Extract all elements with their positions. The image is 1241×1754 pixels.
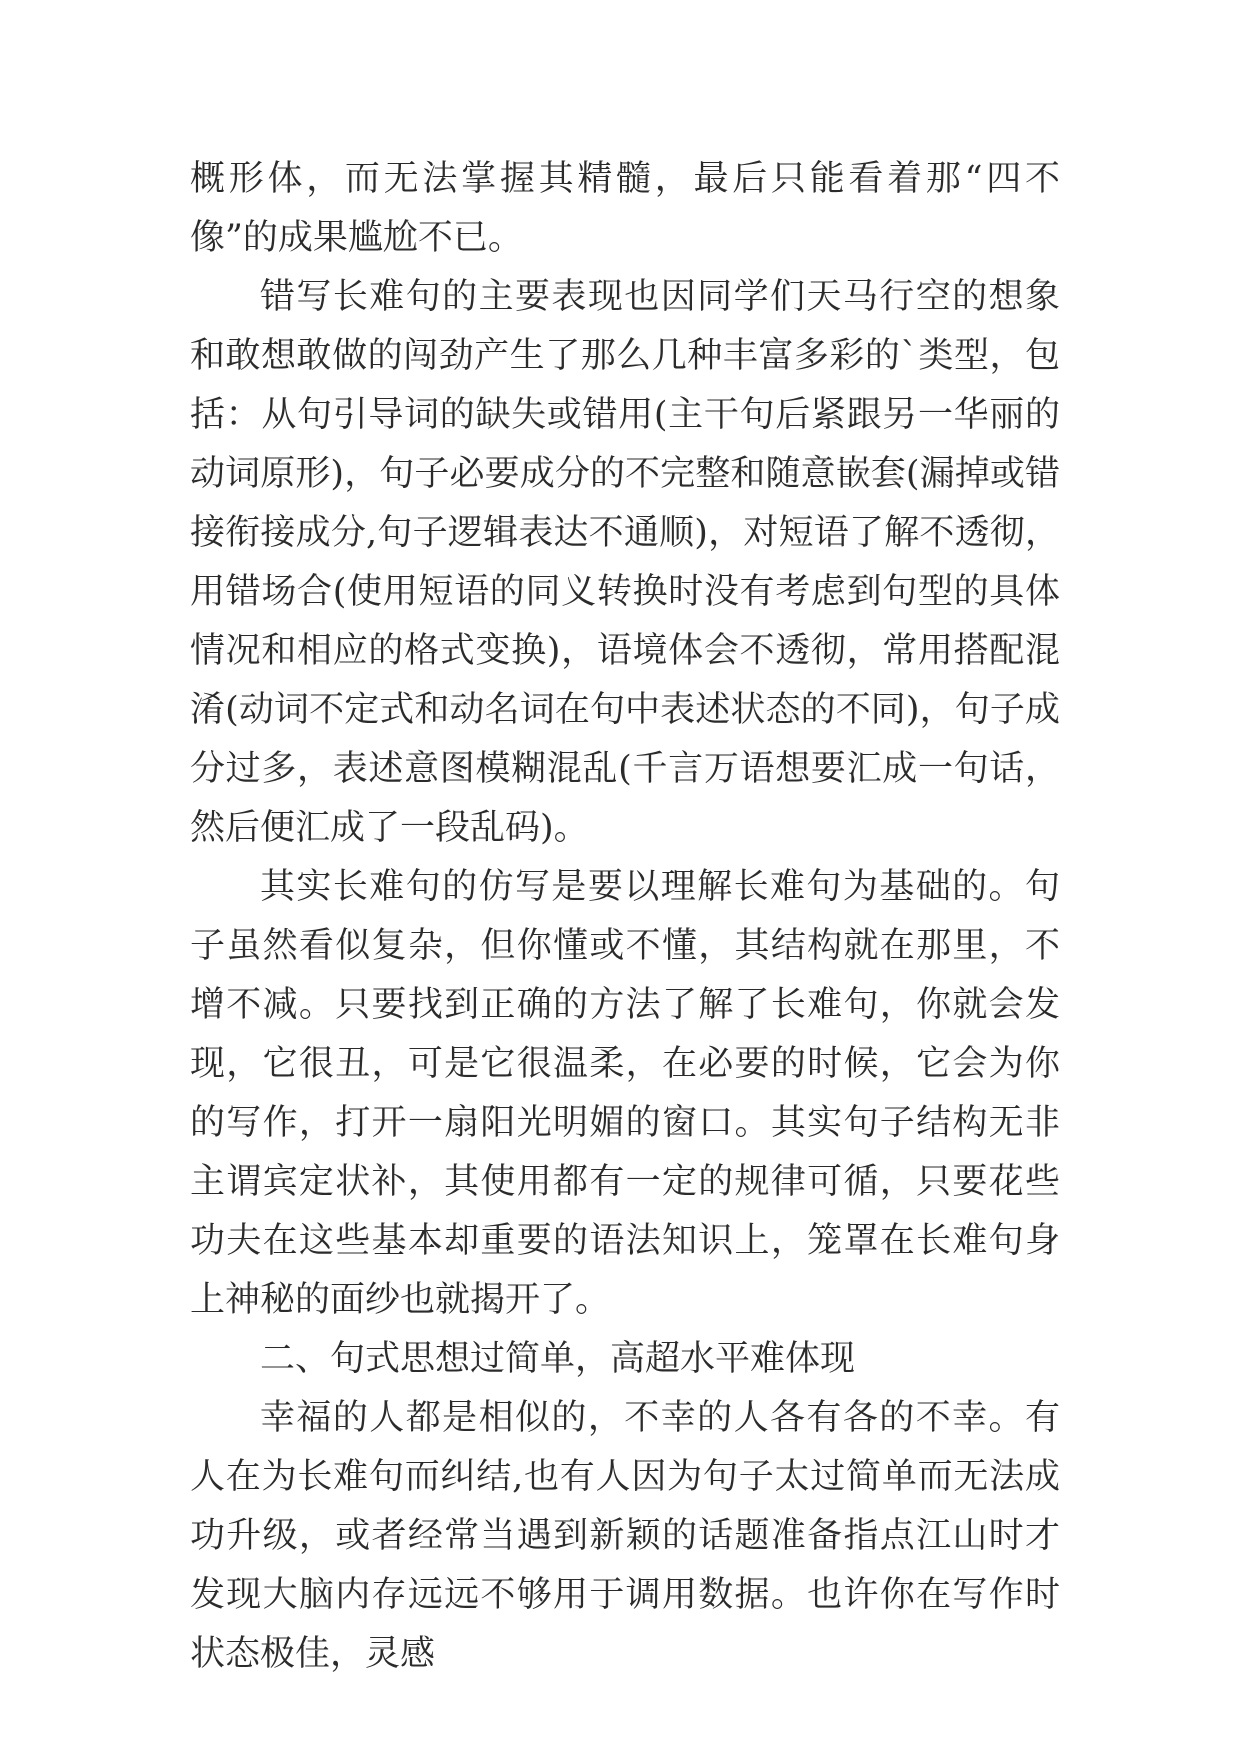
paragraph-understanding: 其实长难句的仿写是要以理解长难句为基础的。句子虽然看似复杂，但你懂或不懂，其结构就在那里，不增不减。只要找到正确的方法了解了长难句，你就会发现，它很丑，可是它很温柔，在必要的时候，它会为你的写作，打开一扇阳光明媚的窗口。其实句子结构无非主谓宾定状补，其使用都有一定的规律可循，只要花些功夫在这些基本却重要的语法知识上，笼罩在长难句身上神秘的面纱也就揭开了。	[190, 867, 1060, 1320]
paragraph-simple-sentences: 幸福的人都是相似的，不幸的人各有各的不幸。有人在为长难句而纠结,也有人因为句子太过简单而无法成功升级，或者经常当遇到新颖的话题准备指点江山时才发现大脑内存远远不够用于调用数据。也许你在写作时状态极佳，灵感	[190, 1398, 1060, 1674]
paragraph-continuation: 概形体，而无法掌握其精髓，最后只能看着那“四不像”的成果尴尬不已。	[190, 159, 1060, 258]
document-body	[190, 150, 1060, 1684]
section-heading: 二、句式思想过简单，高超水平难体现	[260, 1339, 856, 1379]
paragraph-error-types: 错写长难句的主要表现也因同学们天马行空的想象和敢想敢做的闯劲产生了那么几种丰富多彩的`类型，包括：从句引导词的缺失或错用(主干句后紧跟另一华丽的动词原形)，句子必要成分的不完整和随意嵌套(漏掉或错接衔接成分,句子逻辑表达不通顺)，对短语了解不透彻，用错场合(使用短语的同义转换时没有考虑到句型的具体情况和相应的格式变换)，语境体会不透彻，常用搭配混淆(动词不定式和动名词在句中表述状态的不同)，句子成分过多，表述意图模糊混乱(千言万语想要汇成一句话，然后便汇成了一段乱码)。	[190, 277, 1060, 848]
